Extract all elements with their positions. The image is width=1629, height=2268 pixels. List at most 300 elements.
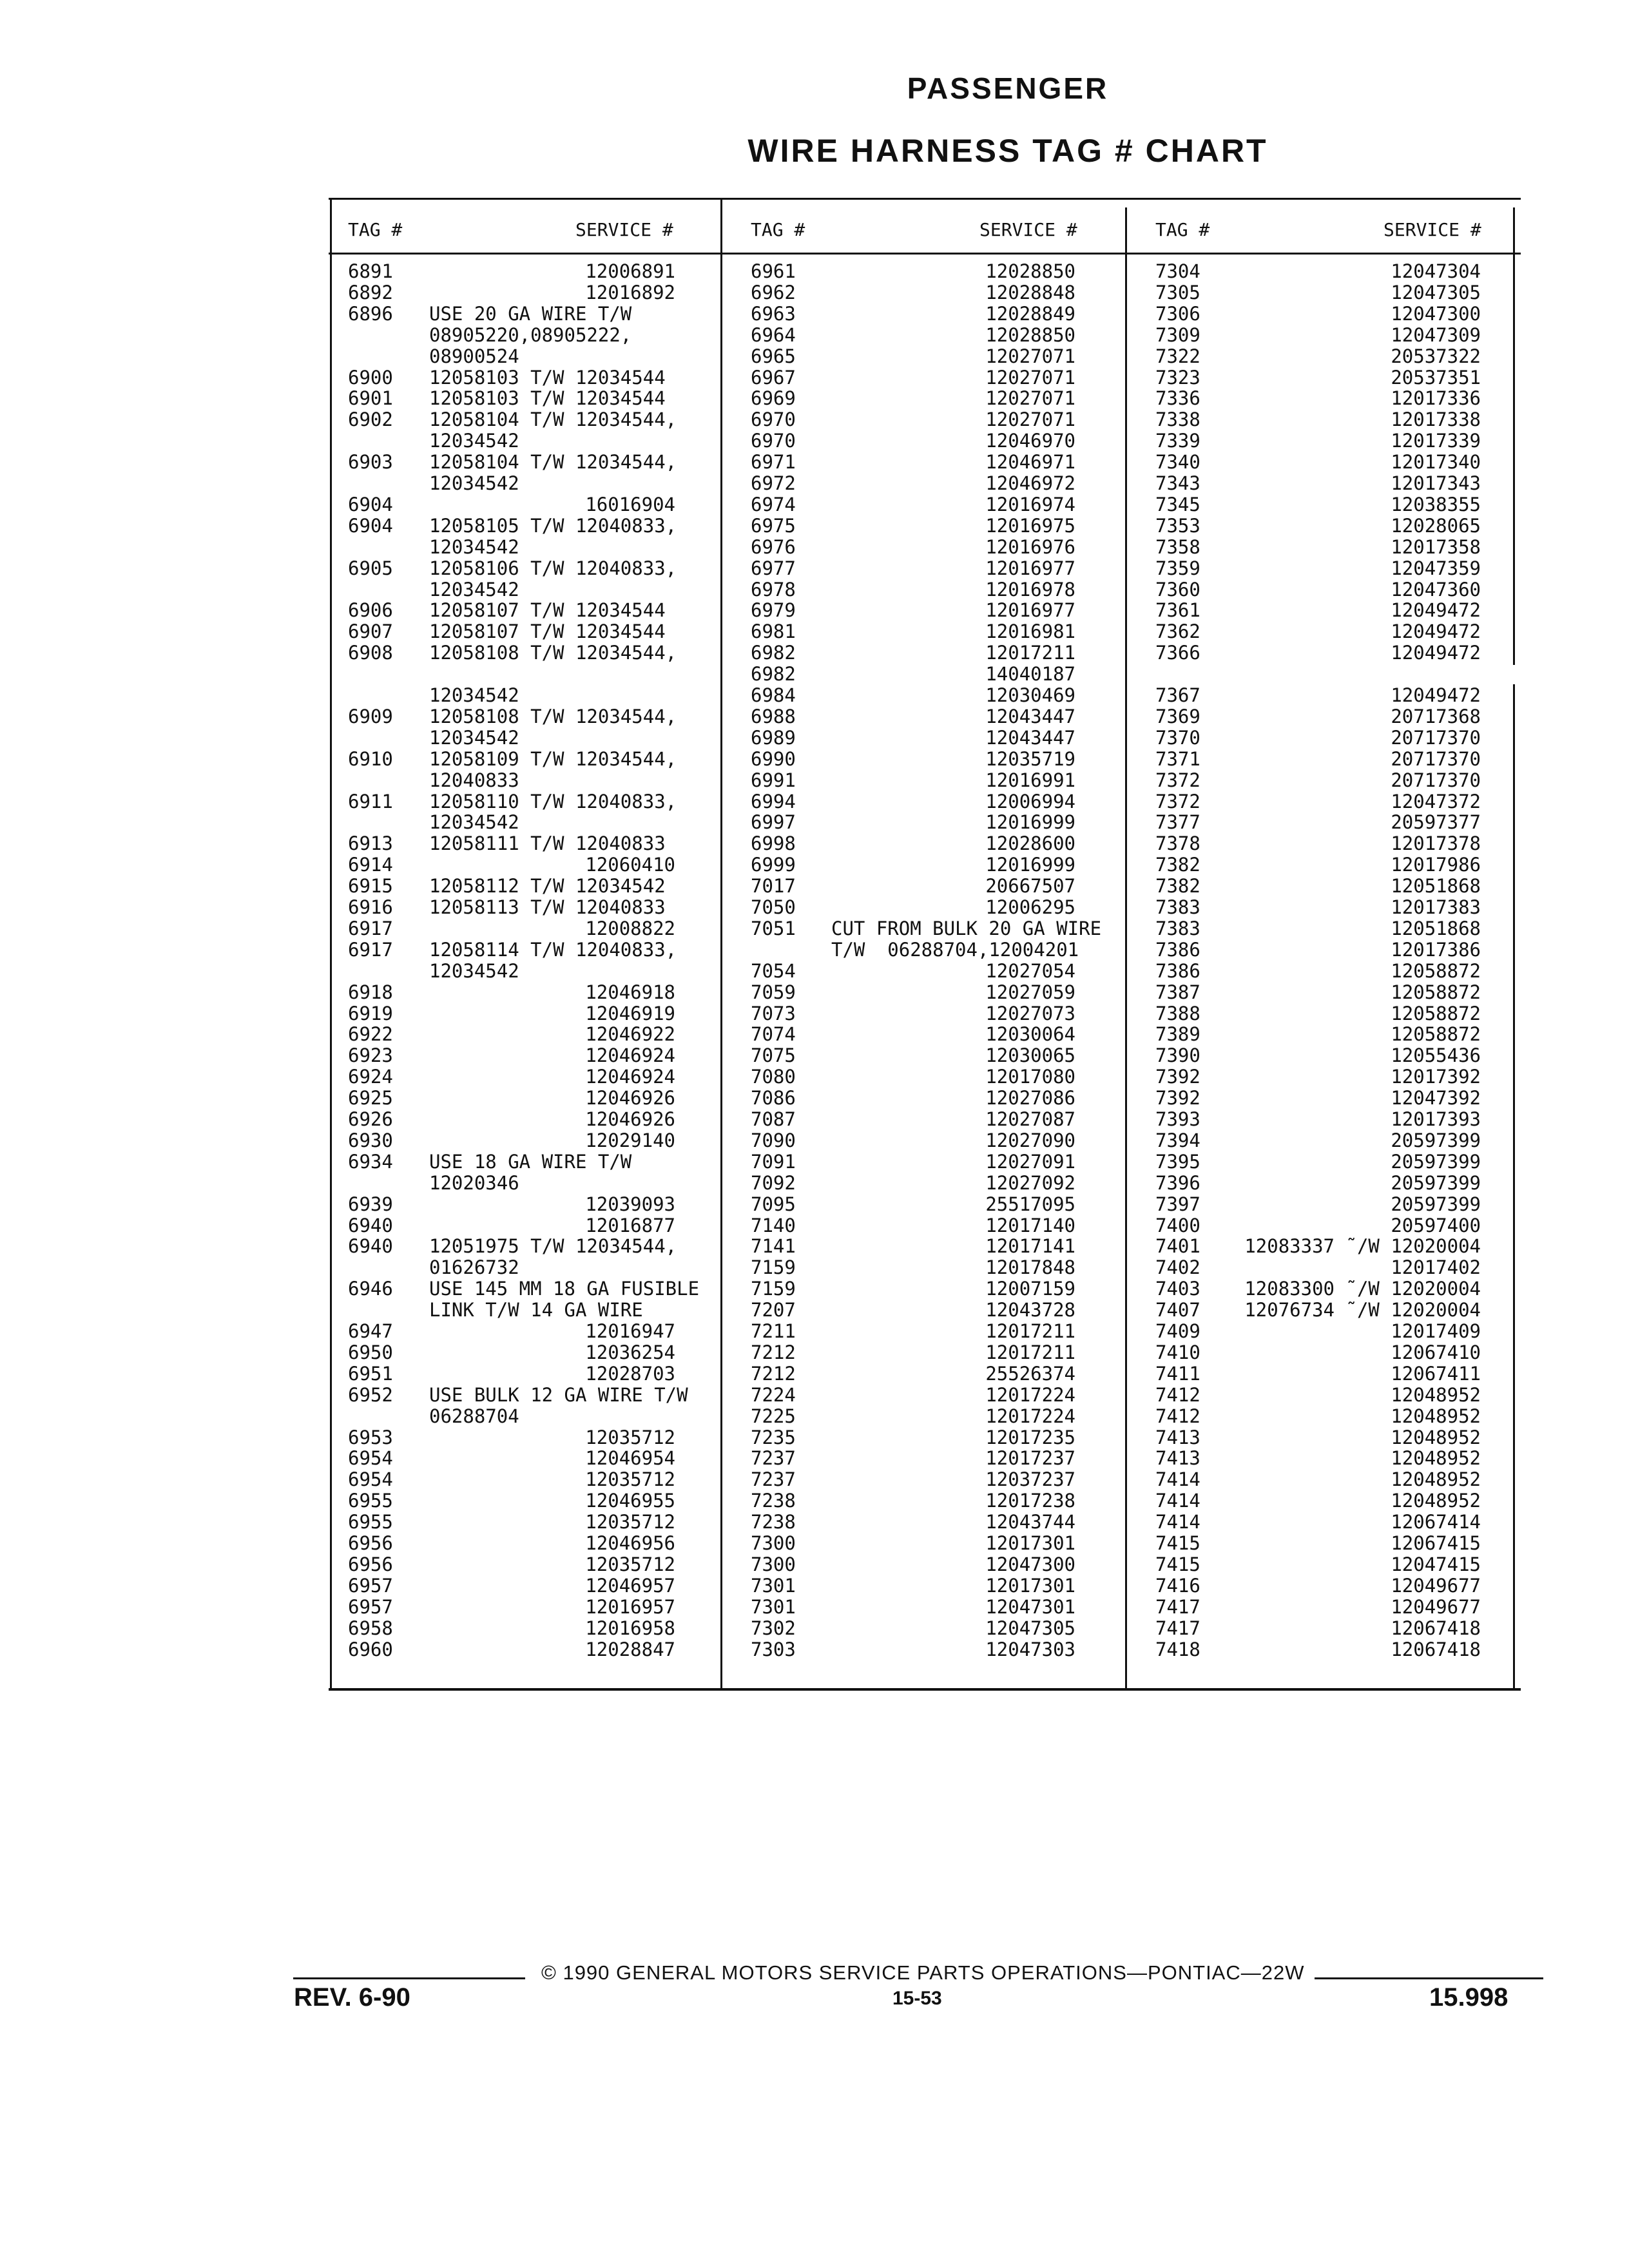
service-number: 12016947 [585,1320,675,1342]
service-note: 12058110 T/W 12040833, [429,790,677,812]
tag-number: 7414 [1155,1490,1200,1512]
tag-number: 6970 [751,430,796,452]
table-row [751,621,1075,642]
tag-number: 7087 [751,1108,796,1130]
table-row [1155,1088,1481,1108]
col2-service-header: SERVICE # [979,219,1077,240]
service-number: 12029140 [585,1129,675,1151]
service-number: 12017340 [1391,451,1481,474]
tag-number: 6976 [751,535,796,558]
tag-number: 6956 [348,1532,393,1554]
service-number: 12006891 [585,260,675,282]
tag-number: 7340 [1155,451,1200,474]
service-number: 12035712 [585,1468,675,1491]
tag-number: 6950 [348,1341,393,1363]
tag-number: 7397 [1155,1193,1200,1215]
service-number: 12017336 [1391,387,1481,410]
tag-number: 6955 [348,1490,393,1512]
tag-number: 6924 [348,1066,393,1088]
tag-number: 6989 [751,726,796,749]
tag-number: 7395 [1155,1150,1200,1173]
table-right-rule [1513,207,1515,665]
table-row [751,388,1075,408]
service-number: 12017211 [985,1320,1075,1342]
table-row [348,918,675,939]
tag-number: 6915 [348,875,393,898]
tag-number: 7212 [751,1362,796,1385]
table-row [751,261,1075,282]
tag-number: 7403 [1155,1278,1200,1300]
table-row [348,367,675,388]
service-number: 12016892 [585,281,675,303]
tag-number: 6919 [348,1002,393,1024]
table-row [1155,918,1481,939]
table-row [348,876,675,896]
tag-number: 7417 [1155,1617,1200,1639]
table-row [348,1363,675,1384]
table-header-rule [329,253,1521,255]
tag-number: 6917 [348,917,393,939]
table-row [751,303,1075,324]
table-row [1155,685,1481,706]
service-number: 20717368 [1391,705,1481,727]
tag-number: 7224 [751,1383,796,1406]
service-number: 12047372 [1391,790,1481,812]
tag-number: 7323 [1155,366,1200,389]
service-number: 12016977 [985,599,1075,622]
tag-number: 6970 [751,408,796,431]
service-number: 12028850 [985,323,1075,346]
tag-number: 6971 [751,451,796,474]
table-row [348,325,675,345]
service-note: 01626732 [429,1256,519,1279]
tag-number: 6916 [348,896,393,918]
tag-number: 7091 [751,1150,796,1173]
tag-number: 6967 [751,366,796,389]
tag-number: 6946 [348,1278,393,1300]
table-row [348,1173,675,1193]
table-row [348,1597,675,1617]
table-row [348,558,675,579]
table-row [751,1597,1075,1617]
table-row [1155,1236,1481,1256]
tag-number: 6951 [348,1362,393,1385]
service-number: 12046918 [585,981,675,1003]
service-note: 12058103 T/W 12034544 [429,387,666,410]
tag-number: 6972 [751,472,796,494]
service-number: 12067410 [1391,1341,1481,1363]
service-number: 12028703 [585,1362,675,1385]
table-row [751,1003,1075,1024]
service-number: 12016957 [585,1595,675,1618]
tag-number: 6954 [348,1447,393,1470]
service-number: 12027071 [985,408,1075,431]
tag-number: 6984 [751,684,796,706]
service-number: 12006994 [985,790,1075,812]
table-row [348,1321,675,1341]
tag-number: 7090 [751,1129,796,1151]
tag-number: 6939 [348,1193,393,1215]
service-number: 12016975 [985,514,1075,537]
service-number: 12035712 [585,1553,675,1575]
table-row [1155,749,1481,769]
service-number: 12083337 ˜/W 12020004 [1244,1235,1481,1258]
service-note: T/W 06288704,12004201 [831,938,1079,961]
tag-number: 7367 [1155,684,1200,706]
tag-number: 7407 [1155,1299,1200,1321]
table-row [348,1383,688,1406]
table-row [751,430,1075,451]
tag-number: 7141 [751,1235,796,1258]
service-number: 12017358 [1391,535,1481,558]
table-row [348,749,675,769]
service-number: 12038355 [1391,493,1481,515]
table-row [1155,1151,1481,1172]
table-row [1155,303,1481,324]
table-row [348,494,675,515]
tag-number: 6998 [751,832,796,855]
footer-copyright: © 1990 GENERAL MOTORS SERVICE PARTS OPERATIONS—PONTIAC—22W [541,1961,1305,1984]
table-row [348,1257,675,1278]
service-number: 12067414 [1391,1511,1481,1533]
tag-number: 7370 [1155,726,1200,749]
table-row [751,1257,1075,1278]
tag-number: 7393 [1155,1108,1200,1130]
table-row [348,1109,675,1129]
service-note: 12034542 [429,726,519,749]
table-row [751,515,1075,536]
tag-number: 7415 [1155,1532,1200,1554]
tag-number: 6940 [348,1235,393,1258]
tag-number: 6910 [348,747,393,770]
service-number: 12049677 [1391,1595,1481,1618]
service-number: 12043447 [985,726,1075,749]
table-row [1155,1278,1481,1299]
table-row [348,303,675,324]
tag-number: 6917 [348,938,393,961]
table-row [1155,1639,1481,1660]
page-title: PASSENGER [907,72,1109,105]
service-number: 12067418 [1391,1638,1481,1660]
service-number: 12027071 [985,387,1075,410]
col1-tag-header: TAG # [348,219,403,240]
service-number: 12043728 [985,1299,1075,1321]
table-row [348,1512,675,1532]
service-note: 12058109 T/W 12034544, [429,747,677,770]
tag-number: 6990 [751,747,796,770]
table-row [1155,939,1481,960]
tag-number: 7382 [1155,875,1200,898]
table-row [348,1215,675,1236]
table-row [348,1469,675,1490]
tag-number: 6902 [348,408,393,431]
service-number: 12046970 [985,430,1075,452]
tag-number: 7412 [1155,1383,1200,1406]
table-row [1155,621,1481,642]
table-row [348,621,675,642]
service-number: 12047309 [1391,323,1481,346]
tag-number: 7413 [1155,1447,1200,1470]
table-row [1155,833,1481,854]
service-number: 12017237 [985,1447,1075,1470]
tag-number: 7075 [751,1044,796,1067]
service-number: 12016991 [985,769,1075,791]
table-row [751,1406,1075,1427]
service-number: 12017339 [1391,430,1481,452]
tag-number: 7305 [1155,281,1200,303]
tag-number: 7412 [1155,1405,1200,1427]
service-number: 12048952 [1391,1405,1481,1427]
table-row [348,452,675,472]
service-note: USE BULK 12 GA WIRE T/W [429,1383,688,1406]
service-number: 12027059 [985,981,1075,1003]
tag-number: 7095 [751,1193,796,1215]
table-row [348,1003,675,1024]
service-number: 12035719 [985,747,1075,770]
service-number: 12046924 [585,1044,675,1067]
tag-number: 6922 [348,1023,393,1046]
table-row [751,1321,1075,1341]
table-row [1155,1045,1481,1066]
tag-number: 6955 [348,1511,393,1533]
table-row [1155,600,1481,620]
service-number: 20597399 [1391,1193,1481,1215]
table-row [1155,1533,1481,1553]
table-row [1155,812,1481,832]
tag-number: 6978 [751,578,796,601]
service-number: 12047415 [1391,1553,1481,1575]
service-number: 12047301 [985,1595,1075,1618]
table-row [751,1236,1075,1256]
table-row [751,1427,1075,1448]
service-number: 12046972 [985,472,1075,494]
tag-number: 7238 [751,1490,796,1512]
tag-number: 6981 [751,620,796,643]
table-row [348,1045,675,1066]
tag-number: 6918 [348,981,393,1003]
table-row [348,791,675,812]
table-row [348,685,675,706]
table-row [348,537,675,557]
tag-number: 6961 [751,260,796,282]
tag-number: 7159 [751,1256,796,1279]
service-number: 20597400 [1391,1214,1481,1236]
tag-number: 7389 [1155,1023,1200,1046]
table-row [1155,388,1481,408]
service-number: 12047359 [1391,557,1481,579]
service-number: 12017392 [1391,1066,1481,1088]
table-row [1155,1109,1481,1129]
tag-number: 7336 [1155,387,1200,410]
service-number: 12007159 [985,1278,1075,1300]
tag-number: 7051 [751,917,796,939]
service-number: 12027071 [985,366,1075,389]
table-row [1155,897,1481,918]
table-row [1155,1575,1481,1596]
service-number: 12037237 [985,1468,1075,1491]
tag-number: 6913 [348,832,393,855]
tag-number: 6979 [751,599,796,622]
service-number: 12058872 [1391,1002,1481,1024]
service-number: 12047300 [1391,302,1481,325]
table-row [348,600,675,620]
service-note: 12058104 T/W 12034544, [429,451,677,474]
tag-number: 6896 [348,302,393,325]
service-number: 12046957 [585,1574,675,1597]
tag-number: 6926 [348,1108,393,1130]
tag-number: 7382 [1155,854,1200,876]
table-row [1155,1512,1481,1532]
service-number: 12016999 [985,811,1075,834]
tag-number: 7392 [1155,1087,1200,1110]
tag-number: 6904 [348,514,393,537]
service-number: 12049677 [1391,1574,1481,1597]
table-row [751,812,1075,832]
service-number: 12017343 [1391,472,1481,494]
service-number: 12017301 [985,1532,1075,1554]
table-row [348,261,675,282]
service-number: 12027073 [985,1002,1075,1024]
service-number: 12017402 [1391,1256,1481,1279]
service-note: 12058113 T/W 12040833 [429,896,666,918]
table-left-rule [330,198,332,1690]
service-number: 20597399 [1391,1150,1481,1173]
table-row [1155,1618,1481,1639]
table-row [348,473,675,494]
tag-number: 7383 [1155,917,1200,939]
service-number: 20717370 [1391,726,1481,749]
tag-number: 6903 [348,451,393,474]
tag-number: 6904 [348,493,393,515]
service-number: 12035712 [585,1426,675,1448]
service-number: 12027090 [985,1129,1075,1151]
footer-doc-number: 15.998 [1429,1983,1509,2012]
tag-number: 7369 [1155,705,1200,727]
service-number: 12046971 [985,451,1075,474]
service-number: 12067418 [1391,1617,1481,1639]
table-row [751,600,1075,620]
service-number: 12028065 [1391,514,1481,537]
service-number: 12049472 [1391,684,1481,706]
service-number: 12039093 [585,1193,675,1215]
tag-number: 7390 [1155,1044,1200,1067]
tag-number: 7343 [1155,472,1200,494]
tag-number: 6982 [751,663,796,686]
service-number: 12048952 [1391,1447,1481,1470]
table-row [751,1448,1075,1468]
table-row [348,388,675,408]
service-number: 12017378 [1391,832,1481,855]
service-number: 12083300 ˜/W 12020004 [1244,1278,1481,1300]
table-row [1155,1554,1481,1575]
service-number: 12006295 [985,896,1075,918]
service-number: 12017080 [985,1066,1075,1088]
service-number: 12076734 ˜/W 12020004 [1244,1299,1481,1321]
service-note: 12058107 T/W 12034544 [429,620,666,643]
tag-number: 6964 [751,323,796,346]
col1-service-header: SERVICE # [575,219,673,240]
service-number: 12047303 [985,1638,1075,1660]
service-number: 12047300 [985,1553,1075,1575]
service-number: 12046955 [585,1490,675,1512]
table-row [348,939,675,960]
service-number: 12046922 [585,1023,675,1046]
tag-number: 7366 [1155,642,1200,664]
table-row [1155,1130,1481,1151]
service-number: 12035712 [585,1511,675,1533]
table-row [1155,452,1481,472]
table-row [1155,1448,1481,1468]
tag-number: 7345 [1155,493,1200,515]
table-row [1155,346,1481,367]
table-row [751,749,1075,769]
table-row [751,1151,1075,1172]
service-note: USE 18 GA WIRE T/W [429,1150,632,1173]
service-number: 12043447 [985,705,1075,727]
tag-number: 7413 [1155,1426,1200,1448]
tag-number: 6957 [348,1595,393,1618]
table-row [751,642,1075,663]
table-row [348,664,675,684]
table-row [348,430,675,451]
service-number: 12046919 [585,1002,675,1024]
service-number: 12049472 [1391,620,1481,643]
table-row [751,1045,1075,1066]
tag-number: 6940 [348,1214,393,1236]
table-row [1155,558,1481,579]
tag-number: 7358 [1155,535,1200,558]
tag-number: 7302 [751,1617,796,1639]
tag-number: 7054 [751,959,796,982]
table-row [751,1342,1075,1363]
service-number: 12047360 [1391,578,1481,601]
service-number: 12017301 [985,1574,1075,1597]
tag-number: 6962 [751,281,796,303]
service-number: 12046924 [585,1066,675,1088]
table-row [751,1066,1075,1087]
table-row [1155,727,1481,748]
tag-number: 6988 [751,705,796,727]
service-number: 12048952 [1391,1468,1481,1491]
service-note: 12034542 [429,578,519,601]
table-row [348,1490,675,1511]
service-number: 12027086 [985,1087,1075,1110]
table-row [1155,409,1481,430]
service-note: 08900524 [429,345,519,367]
table-row [1155,1597,1481,1617]
tag-number: 6994 [751,790,796,812]
table-row [751,1173,1075,1193]
table-row [348,1448,675,1468]
table-row [751,1024,1075,1044]
tag-number: 6982 [751,642,796,664]
table-row [348,1236,675,1256]
tag-number: 6891 [348,260,393,282]
table-row [751,1639,1075,1660]
service-number: 20537351 [1391,366,1481,389]
table-row [348,1066,675,1087]
table-row [751,1512,1075,1532]
table-row [348,1618,675,1639]
tag-number: 7386 [1155,959,1200,982]
table-row [751,854,1075,875]
table-row [751,537,1075,557]
service-number: 12017848 [985,1256,1075,1279]
column-divider-2 [1125,207,1127,1690]
tag-number: 7237 [751,1447,796,1470]
tag-number: 7377 [1155,811,1200,834]
table-row [1155,706,1481,727]
